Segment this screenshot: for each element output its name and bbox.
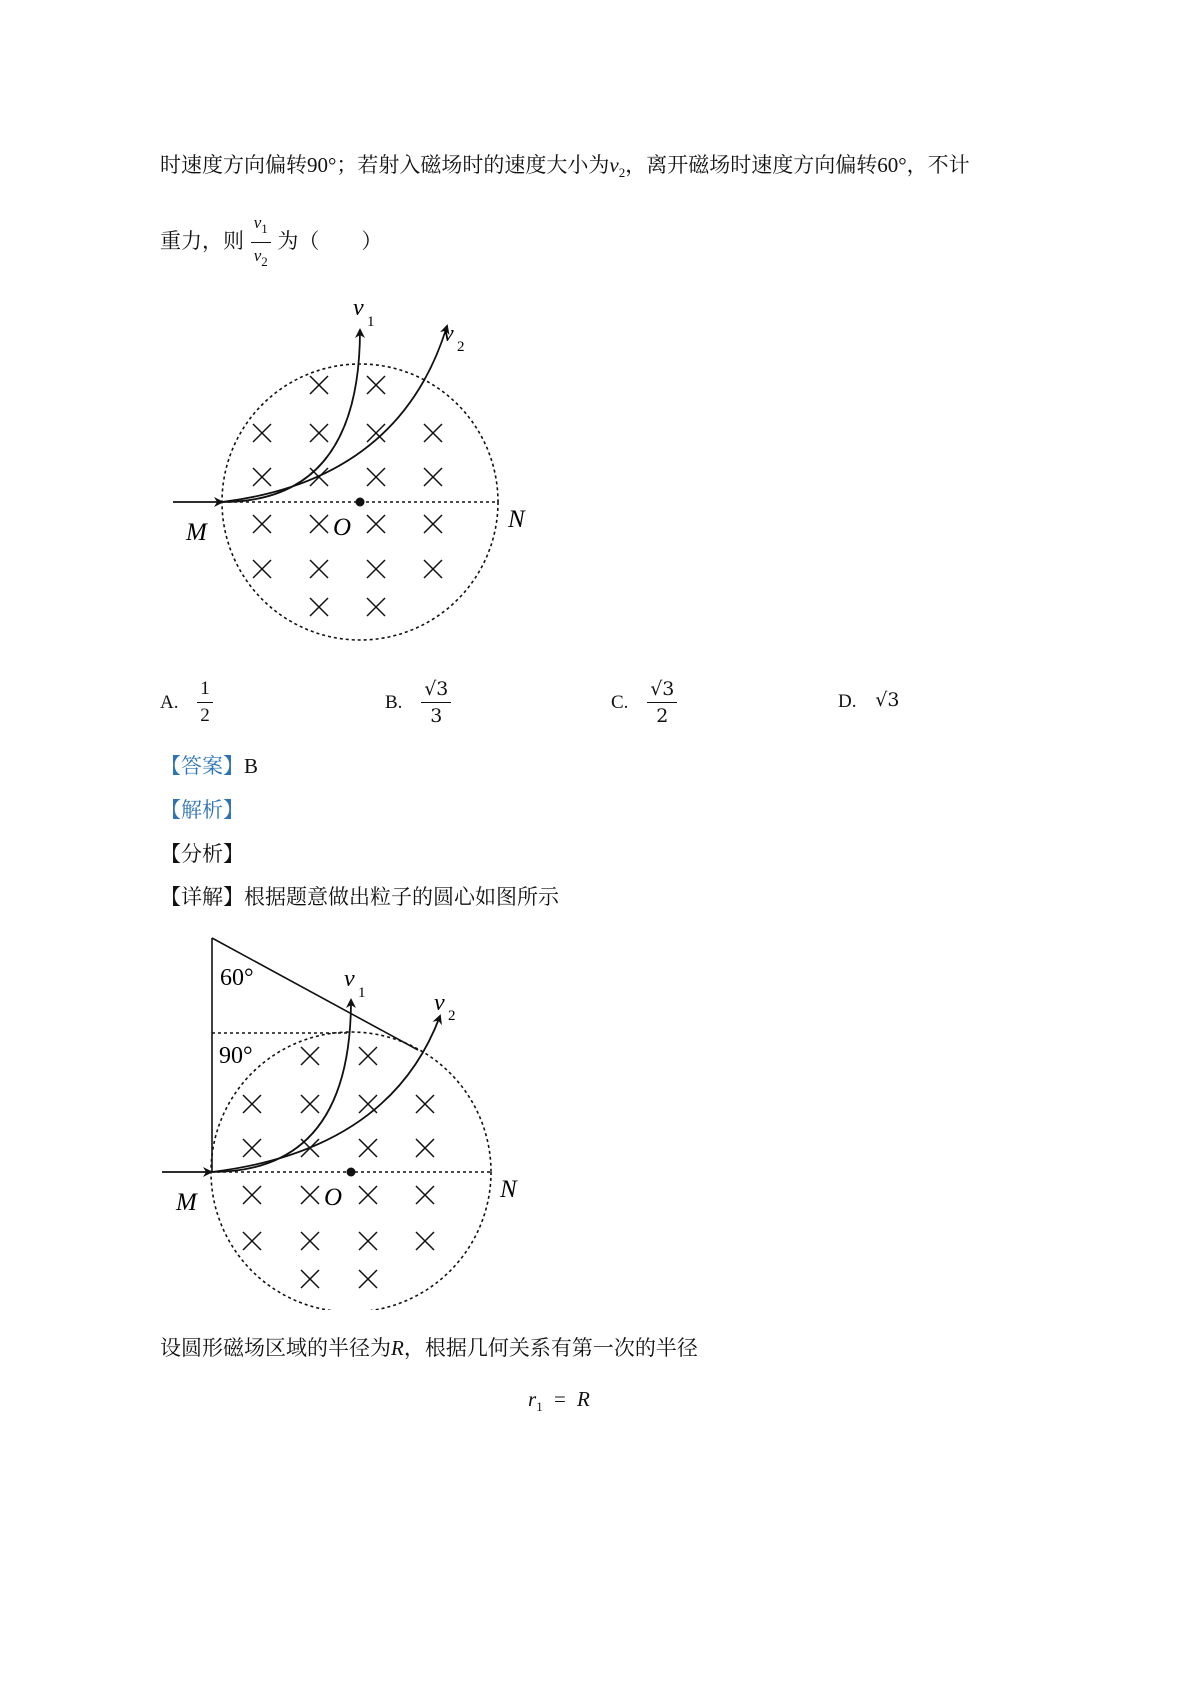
ratio-fraction: $\frac{v_1}{v_2}$ — [251, 212, 271, 273]
answer-value: B — [244, 754, 259, 778]
answer-label: 【答案】 — [160, 754, 244, 778]
center-O-2 — [347, 1168, 356, 1177]
angle-60: 60° — [877, 153, 907, 177]
svg-text:2: 2 — [448, 1008, 456, 1024]
label-O-2: O — [324, 1184, 343, 1211]
option-C[interactable]: C. $\frac{√3}{2}$ — [611, 678, 677, 727]
angle-90-label: 90° — [219, 1043, 253, 1069]
trajectory-v1-2 — [212, 1000, 351, 1172]
option-B[interactable]: B. $\frac{√3}{3}$ — [385, 678, 451, 727]
angle-60-label: 60° — [220, 965, 254, 991]
label-v2-2: v — [434, 990, 445, 1016]
trajectory-v2-2 — [212, 1016, 440, 1172]
field-crosses-2 — [243, 1047, 434, 1288]
label-O: O — [333, 514, 352, 541]
label-v2: v — [443, 321, 454, 347]
label-M-2: M — [176, 1189, 197, 1216]
figure-1-diagram — [160, 290, 560, 650]
label-N: N — [508, 506, 525, 533]
var-v: v — [609, 153, 619, 177]
label-N-2: N — [500, 1176, 517, 1203]
svg-text:1: 1 — [358, 985, 366, 1001]
conclusion-line: 设圆形磁场区域的半径为R，根据几何关系有第一次的半径 — [160, 1336, 698, 1360]
detail-label: 【详解】 — [160, 885, 244, 909]
trajectory-v1 — [222, 330, 360, 502]
field-crosses — [253, 376, 442, 616]
fenxi-label: 【分析】 — [160, 842, 244, 866]
label-v1: v — [353, 295, 364, 321]
label-M: M — [186, 519, 207, 546]
figure-2-diagram — [155, 930, 555, 1310]
trajectory-v2 — [222, 326, 447, 502]
svg-text:2: 2 — [457, 339, 465, 355]
angle-90: 90° — [307, 153, 337, 177]
option-A[interactable]: A. $\frac{1}{2}$ — [160, 678, 213, 727]
var-R: R — [391, 1336, 404, 1360]
equation-r1: $r_1 = R$ — [528, 1387, 590, 1414]
analysis-label: 【解析】 — [160, 798, 244, 822]
svg-text:1: 1 — [367, 314, 375, 330]
detail-line: 【详解】根据题意做出粒子的圆心如图所示 — [160, 885, 559, 909]
answer-line — [160, 751, 258, 781]
option-D[interactable]: D. √3 — [838, 689, 900, 712]
question-line-2: 重力，则 $\frac{v_1}{v_2}$ 为（ ） — [160, 212, 382, 273]
label-v1-2: v — [344, 966, 355, 992]
center-O — [356, 498, 365, 507]
question-line-1: 时速度方向偏转90°；若射入磁场时的速度大小为$v_2$，离开磁场时速度方向偏转60°，不计 — [160, 153, 970, 180]
